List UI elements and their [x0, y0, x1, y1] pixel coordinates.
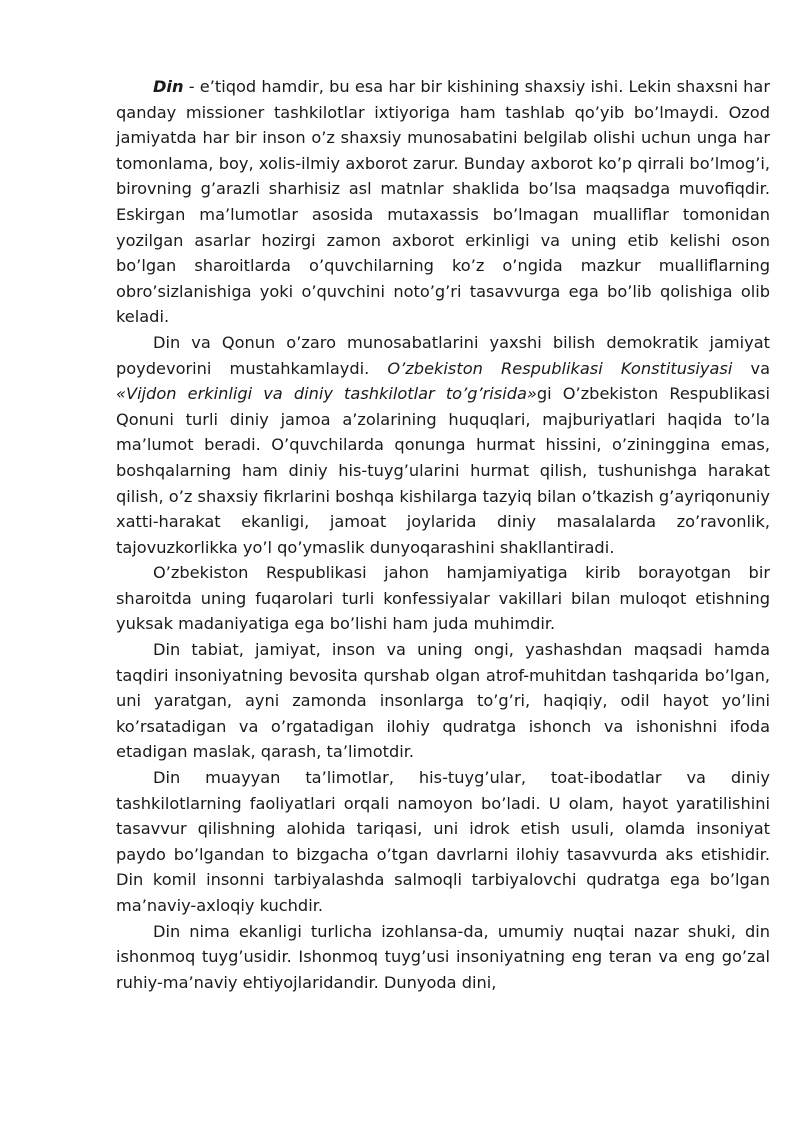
- term-din: Din: [153, 77, 184, 96]
- paragraph-din-qonun: [116, 330, 770, 560]
- paragraph-din-belief: Din nima ekanligi turlicha izohlansa-da, umumiy nuqtai nazar shuki, din ishonmoq tuyg’usidir. Ishonmoq tuyg’usi insoniyatning eng teran va eng go’zal ruhiy-ma’naviy ehtiyojlaridandir. Dunyoda dini,: [116, 921, 770, 992]
- paragraph-din-manifestation: Din muayyan ta’limotlar, his-tuyg’ular, toat-ibodatlar va diniy tashkilotlarning faoliyatlari orqali namoyon bo’ladi. U olam, hayot yaratilishini tasavvur qilishning alohida tariqasi, uni idrok etish usuli, olamda insoniyat paydo bo’lgandan to bizgacha o’tgan davrlarni ilohiy tasavvurda aks etishidir. Din komil insonni tarbiyalashda salmoqli tarbiyalovchi qudratga ega bo’lgan ma’naviy-axloqiy kuchdir.: [116, 768, 770, 915]
- paragraph-din-definition: [116, 74, 770, 330]
- law-title: «Vijdon erkinligi va diniy tashkilotlar to’g’risida»: [116, 384, 537, 404]
- paragraph-din-nature: Din tabiat, jamiyat, inson va uning ongi, yashashdan maqsadi hamda taqdiri insoniyatning bevosita qurshab olgan atrof-muhitdan tashqarida bo’lgan, uni yaratgan, ayni zamonda insonlarga to’g’ri, haqiqiy, odil hayot yo’lini ko’rsatadigan va o’rgatadigan ilohiy qudratga ishonch va ishonishni ifoda etadigan maslak, qarash, ta’limotdir.: [116, 640, 770, 762]
- paragraph-text: Din va Qonun o’zaro munosabatlarini yaxshi bilish demokratik jamiyat poydevorini mustahkamlaydi.: [116, 332, 770, 378]
- paragraph-text: gi O’zbekiston Respublikasi Qonuni turli diniy jamoa a’zolarining huquqlari, majburiyatlari haqida to’la ma’lumot beradi. O’quvchilarda qonunga hurmat hissini, o’ziningginа emas, boshqalarning ham diniy his-tuyg’ularini hurmat qilish, tushunishga harakat qilish, o’z shaxsiy fikrlarini boshqa kishilarga tazyiq bilan o’tkazish g’ayriqonuniy xatti-harakat ekanligi, jamoat joylarida diniy masalalarda zo’ravonlik, tajovuzkorlikka yo’l qo’ymaslik dunyoqarashini shakllantiradi.: [116, 384, 770, 557]
- paragraph-world-community: O’zbekiston Respublikasi jahon hamjamiyatiga kirib borayotgan bir sharoitda uning fuqarolari turli konfessiyalar vakillari bilan muloqot etishning yuksak madaniyatiga ega bo’lishi ham juda muhimdir.: [116, 563, 770, 634]
- paragraph-text: - e’tiqod hamdir, bu esa har bir kishining shaxsiy ishi. Lekin shaxsni har qanday missioner tashkilotlar ixtiyoriga ham tashlab qo’yib bo’lmaydi. Ozod jamiyatda har bir inson o’z shaxsiy munosabatini belgilab olishi uchun unga har tomonlama, boy, xolis-ilmiy axborot zarur. Bunday axborot ko’p qirrali bo’lmog’i, birovning g’arazli sharhisiz asl matnlar shaklida bo’lsa maqsadga muvofiqdir. Eskirgan ma’lumotlar asosida mutaxassis bo’lmagan mualliflar tomonidan yozilgan asarlar hozirgi zamon axborot erkinligi va uning etib kelishi oson bo’lgan sharoitlarda o’quvchilarning ko’z o’ngida mazkur mualliflarning obro’sizlanishiga yoki o’quvchini noto’g’ri tasavvurga ega bo’lib qolishiga olib keladi.: [116, 77, 770, 327]
- constitution-title: O’zbekiston Respublikasi Konstitusiyasi: [387, 358, 733, 378]
- paragraph-text: va: [732, 358, 771, 378]
- document-page: [116, 74, 770, 995]
